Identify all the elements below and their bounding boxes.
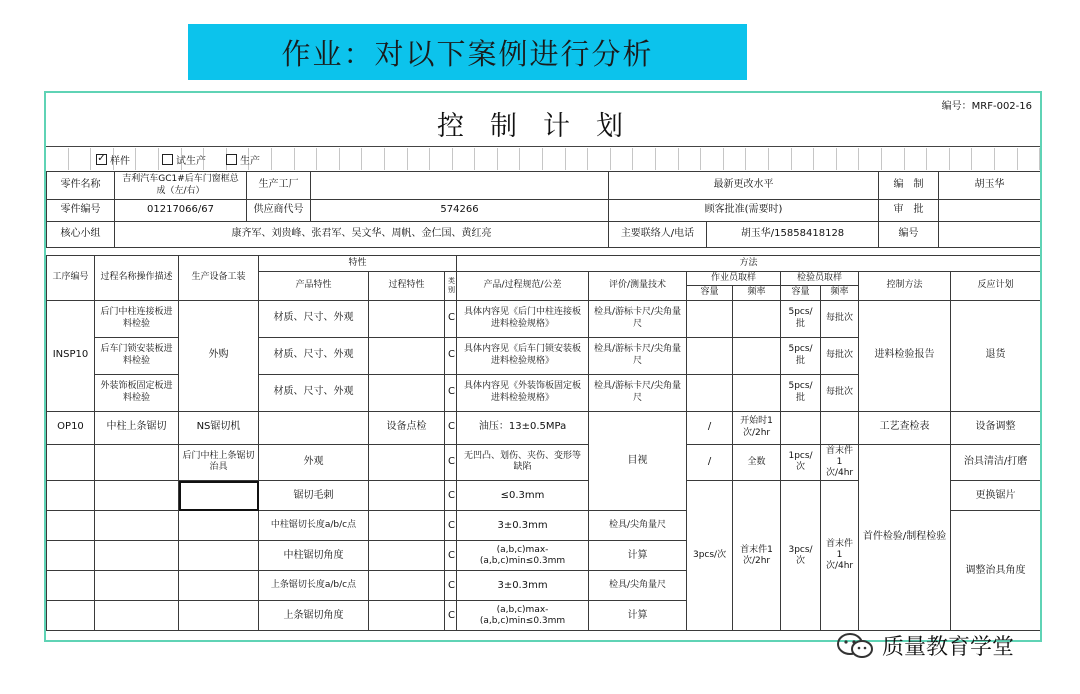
insp-capacity-insp-1: 5pcs/批 [781, 300, 821, 337]
part-number-label: 零件编号 [47, 200, 115, 222]
col-header-insp-frequency: 频率 [821, 286, 859, 300]
op-capacity-insp-1 [687, 300, 733, 337]
op-number-blank-1 [47, 444, 95, 481]
eval-insp-1: 检具/游标卡尺/尖角量尺 [589, 300, 687, 337]
product-char-op10-ang1: 中柱锯切角度 [259, 541, 369, 571]
machine-insp: 外购 [179, 300, 259, 411]
supplier-code-value: 574266 [311, 200, 609, 222]
op-frequency-insp-1 [733, 300, 781, 337]
eval-op10-ang2: 计算 [589, 601, 687, 631]
part-name-label: 零件名称 [47, 172, 115, 200]
op-capacity-insp-2 [687, 337, 733, 374]
product-char-op10-len1: 中柱锯切长度a/b/c点 [259, 511, 369, 541]
machine-blank-3 [179, 511, 259, 541]
op-capacity-op10-1: / [687, 411, 733, 444]
process-insp-1: 后门中柱连接板进料检验 [95, 300, 179, 337]
checkbox-production[interactable] [226, 152, 260, 167]
insp-capacity-insp-3: 5pcs/批 [781, 374, 821, 411]
checkbox-prototype[interactable] [96, 152, 130, 167]
part-name-value: 吉利汽车GC1#后车门窗框总成（左/右） [115, 172, 247, 200]
class-op10-look: C [445, 444, 457, 481]
product-char-insp-2: 材质、尺寸、外观 [259, 337, 369, 374]
checkbox-pre-launch[interactable] [162, 152, 206, 167]
col-header-inspector-sample: 检验员取样 [781, 272, 859, 286]
col-header-control: 控制方法 [859, 272, 951, 301]
control-insp: 进料检验报告 [859, 300, 951, 411]
machine-op10-fixture: 后门中柱上条锯切治具 [179, 444, 259, 481]
checkbox-checked-icon[interactable]: ✓ [97, 153, 106, 164]
document-title: 控制计划 [437, 110, 649, 142]
watermark [836, 630, 1014, 661]
col-header-op-capacity: 容量 [687, 286, 733, 300]
spec-op10-ang1: (a,b,c)max-(a,b,c)min≤0.3mm [457, 541, 589, 571]
op-frequency-op10-2: 全数 [733, 444, 781, 481]
banner-title: 作业：对以下案例进行分析 [281, 36, 654, 71]
col-header-insp-capacity: 容量 [781, 286, 821, 300]
checkbox-empty-icon[interactable] [162, 154, 173, 165]
wechat-icon [836, 632, 874, 660]
class-op10-burr: C [445, 481, 457, 511]
spec-insp-3: 具体内容见《外装饰板固定板进料检验规格》 [457, 374, 589, 411]
class-insp-1: C [445, 300, 457, 337]
selected-cell[interactable] [179, 481, 259, 511]
control-op10-1: 工艺查检表 [859, 411, 951, 444]
eval-insp-3: 检具/游标卡尺/尖角量尺 [589, 374, 687, 411]
col-header-product-char: 产品特性 [259, 272, 369, 301]
op-frequency-insp-2 [733, 337, 781, 374]
reaction-insp: 退货 [951, 300, 1041, 411]
customer-approval-label: 顾客批准(需要时) [609, 200, 879, 222]
insp-capacity-op10-2: 1pcs/次 [781, 444, 821, 481]
product-char-op10-0 [259, 411, 369, 444]
stage-checkbox-row [46, 148, 1040, 170]
col-header-process-char: 过程特性 [369, 272, 445, 301]
process-char-op10-len2 [369, 571, 445, 601]
process-blank-4 [95, 541, 179, 571]
process-op10: 中柱上条锯切 [95, 411, 179, 444]
spec-op10-burr: ≤0.3mm [457, 481, 589, 511]
machine-op10: NS锯切机 [179, 411, 259, 444]
op-number-op10: OP10 [47, 411, 95, 444]
code-label: 编号 [879, 222, 939, 248]
eval-op10-look: 目视 [589, 411, 687, 511]
eval-insp-2: 检具/游标卡尺/尖角量尺 [589, 337, 687, 374]
machine-blank-4 [179, 541, 259, 571]
process-char-op10: 设备点检 [369, 411, 445, 444]
class-op10-len2: C [445, 571, 457, 601]
op-number-blank-3 [47, 511, 95, 541]
prepared-by-label: 编 制 [879, 172, 939, 200]
process-char-op10-ang1 [369, 541, 445, 571]
eval-op10-ang1: 计算 [589, 541, 687, 571]
checkbox-empty-icon[interactable] [226, 154, 237, 165]
process-blank-5 [95, 571, 179, 601]
eval-op10-len1: 检具/尖角量尺 [589, 511, 687, 541]
op-number-blank-4 [47, 541, 95, 571]
process-char-insp-1 [369, 300, 445, 337]
col-header-op-frequency: 频率 [733, 286, 781, 300]
class-op10-0: C [445, 411, 457, 444]
insp-frequency-insp-3: 每批次 [821, 374, 859, 411]
process-char-op10-ang2 [369, 601, 445, 631]
process-blank-6 [95, 601, 179, 631]
assignment-banner [188, 24, 747, 80]
insp-capacity-insp-2: 5pcs/批 [781, 337, 821, 374]
op-frequency-op10-1: 开始时1次/2hr [733, 411, 781, 444]
insp-frequency-op10-1 [821, 411, 859, 444]
process-char-insp-2 [369, 337, 445, 374]
watermark-text: 质量教育学堂 [882, 635, 1015, 660]
control-plan-sheet [44, 91, 1042, 642]
col-header-process-name: 过程名称操作描述 [95, 256, 179, 301]
prepared-by-value: 胡玉华 [939, 172, 1041, 200]
approval-value [939, 200, 1041, 222]
op-capacity-op10-2: / [687, 444, 733, 481]
spec-op10-pressure: 油压：13±0.5MPa [457, 411, 589, 444]
op-frequency-op10-3: 首末件1次/2hr [733, 481, 781, 631]
process-char-op10-burr [369, 481, 445, 511]
supplier-code-label: 供应商代号 [247, 200, 311, 222]
op-capacity-insp-3 [687, 374, 733, 411]
checkbox-label-pre-launch: 试生产 [176, 155, 206, 167]
op-capacity-op10-3: 3pcs/次 [687, 481, 733, 631]
spec-op10-look: 无凹凸、划伤、夹伤、变形等缺陷 [457, 444, 589, 481]
process-blank-2 [95, 481, 179, 511]
product-char-insp-3: 材质、尺寸、外观 [259, 374, 369, 411]
eval-op10-len2: 检具/尖角量尺 [589, 571, 687, 601]
machine-blank-5 [179, 571, 259, 601]
col-header-methods: 方法 [457, 256, 1041, 272]
core-team-label: 核心小组 [47, 222, 115, 248]
process-blank-3 [95, 511, 179, 541]
contact-label: 主要联络人/电话 [609, 222, 707, 248]
checkbox-label-prototype: 样件 [110, 155, 130, 167]
class-insp-3: C [445, 374, 457, 411]
process-char-insp-3 [369, 374, 445, 411]
class-op10-ang2: C [445, 601, 457, 631]
code-value [939, 222, 1041, 248]
insp-frequency-op10-2: 首末件1次/4hr [821, 444, 859, 481]
approval-label: 审 批 [879, 200, 939, 222]
latest-rev-label: 最新更改水平 [609, 172, 879, 200]
col-header-reaction: 反应计划 [951, 272, 1041, 301]
document-number: 编号：MRF-002-16 [941, 101, 1032, 112]
product-char-op10-ang2: 上条锯切角度 [259, 601, 369, 631]
reaction-op10-3: 更换锯片 [951, 481, 1041, 511]
col-header-operator-sample: 作业员取样 [687, 272, 781, 286]
product-char-op10-look: 外观 [259, 444, 369, 481]
plant-value [311, 172, 609, 200]
product-char-op10-len2: 上条锯切长度a/b/c点 [259, 571, 369, 601]
insp-frequency-op10-3: 首末件1次/4hr [821, 481, 859, 631]
insp-capacity-op10-3: 3pcs/次 [781, 481, 821, 631]
op-number-insp10: INSP10 [47, 300, 95, 411]
title-divider [46, 146, 1040, 147]
process-char-op10-len1 [369, 511, 445, 541]
col-header-eval: 评价/测量技术 [589, 272, 687, 301]
machine-blank-6 [179, 601, 259, 631]
op-number-blank-6 [47, 601, 95, 631]
insp-frequency-insp-1: 每批次 [821, 300, 859, 337]
insp-capacity-op10-1 [781, 411, 821, 444]
col-header-characteristics: 特性 [259, 256, 457, 272]
reaction-op10-2: 治具清洁/打磨 [951, 444, 1041, 481]
plant-label: 生产工厂 [247, 172, 311, 200]
process-char-op10-look [369, 444, 445, 481]
reaction-op10-1: 设备调整 [951, 411, 1041, 444]
spec-op10-len1: 3±0.3mm [457, 511, 589, 541]
spec-op10-ang2: (a,b,c)max-(a,b,c)min≤0.3mm [457, 601, 589, 631]
reaction-op10-4: 调整治具角度 [951, 511, 1041, 631]
control-op10-2: 首件检验/制程检验 [859, 444, 951, 631]
op-frequency-insp-3 [733, 374, 781, 411]
product-char-op10-burr: 锯切毛刺 [259, 481, 369, 511]
col-header-machine: 生产设备工装 [179, 256, 259, 301]
header-info-table [46, 171, 1041, 248]
class-op10-ang1: C [445, 541, 457, 571]
process-blank-1 [95, 444, 179, 481]
spec-insp-2: 具体内容见《后车门锁安装板进料检验规格》 [457, 337, 589, 374]
core-team-value: 康齐军、刘贵峰、张君军、吴文华、周帆、金仁国、黄红亮 [115, 222, 609, 248]
class-insp-2: C [445, 337, 457, 374]
part-number-value: 01217066/67 [115, 200, 247, 222]
class-op10-len1: C [445, 511, 457, 541]
col-header-class: 类别 [445, 272, 457, 301]
product-char-insp-1: 材质、尺寸、外观 [259, 300, 369, 337]
control-plan-table [46, 255, 1041, 631]
op-number-blank-2 [47, 481, 95, 511]
checkbox-label-production: 生产 [240, 155, 260, 167]
process-insp-2: 后车门锁安装板进料检验 [95, 337, 179, 374]
insp-frequency-insp-2: 每批次 [821, 337, 859, 374]
op-number-blank-5 [47, 571, 95, 601]
col-header-spec: 产品/过程规范/公差 [457, 272, 589, 301]
contact-value: 胡玉华/15858418128 [707, 222, 879, 248]
spec-insp-1: 具体内容见《后门中柱连接板进料检验规格》 [457, 300, 589, 337]
spec-op10-len2: 3±0.3mm [457, 571, 589, 601]
process-insp-3: 外装饰板固定板进料检验 [95, 374, 179, 411]
col-header-op-no: 工序编号 [47, 256, 95, 301]
